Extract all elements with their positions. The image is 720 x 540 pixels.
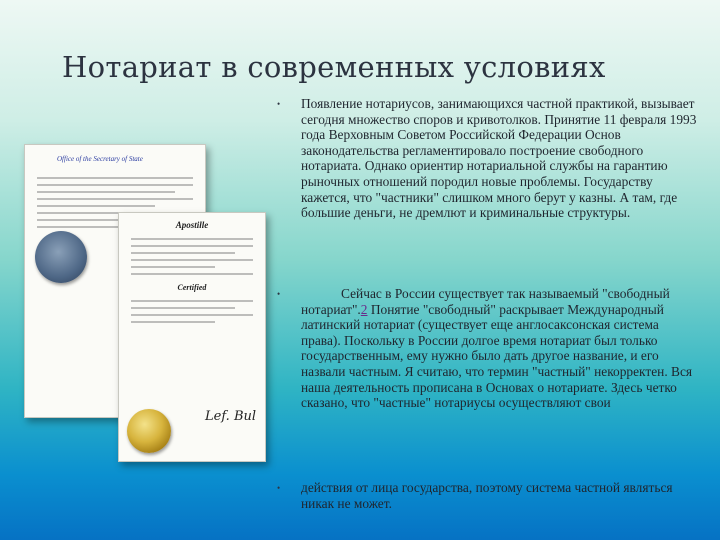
certified-label: Certified: [177, 283, 207, 292]
bullet-icon: •: [277, 289, 281, 299]
bullet-item: [277, 480, 697, 511]
slide-title: Нотариат в современных условиях: [62, 50, 606, 84]
bullet-text-part: Понятие "свободный" раскрывает Международный латинский нотариат (существует еще англосаксонская система права). Поскольку в России долгое время нотариат был только государственным, ему нужно было дать другое название, и его назвали частным. Я считаю, что термин "частный" некорректен. Вся наша деятельность прописана в Основах о нотариате. Здесь четко сказано, что "частные" нотариусы осуществляют свои: [301, 301, 693, 411]
bullet-icon: •: [277, 99, 281, 109]
certificate-illustration: [22, 138, 282, 478]
bullet-item: [277, 96, 697, 221]
apostille-document: [118, 212, 266, 462]
bullet-text: [301, 286, 697, 411]
bullet-icon: •: [277, 483, 281, 493]
signature: Lef. Bul: [205, 409, 257, 424]
footnote-link[interactable]: 2: [360, 301, 368, 317]
bullet-text: Появление нотариусов, занимающихся частной практикой, вызывает сегодня множество споров и кривотолков. Принятие 11 февраля 1993 года Верховным Советом Российской Федерации Основ законодательства регламентировало построение свободного нотариата. Однако ориентир нотариальной службы на гарантию рыночных отношений породил новые проблемы. Государству кажется, что "частники" слишком много берут у казны. А там, где большие деньги, не дремлют и криминальные структуры.: [301, 96, 697, 221]
state-office-header: Office of the Secretary of State: [57, 155, 143, 163]
bullet-text-part: Сейчас в России существует так называемый "свободный нотариат".: [301, 286, 670, 317]
bullet-item: [277, 286, 697, 411]
state-seal-icon: [35, 231, 87, 283]
bullet-text: действия от лица государства, поэтому система частной являться никак не может.: [301, 480, 673, 511]
gold-seal-icon: [127, 409, 171, 453]
apostille-header: Apostille: [175, 220, 209, 230]
